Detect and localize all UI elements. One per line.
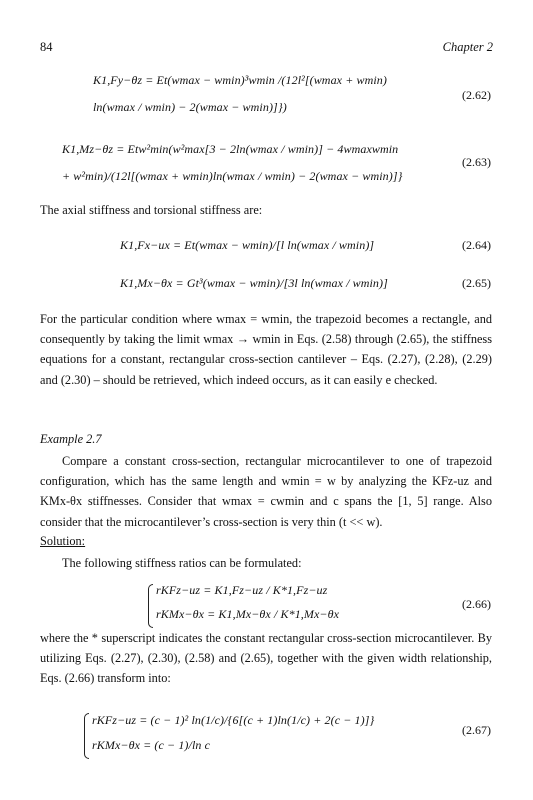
equation-2-67-line2: rKMx−θx = (c − 1)/ln c: [92, 738, 211, 752]
solution-title: Solution:: [40, 534, 86, 548]
solution-intro-text: The following stiffness ratios can be formulated:: [62, 556, 302, 570]
chapter-title: Chapter 2: [442, 40, 493, 54]
equation-number-2-64: (2.64): [462, 238, 491, 252]
example-title: Example 2.7: [40, 432, 102, 446]
equation-2-62-line1: K1,Fy−θz = Et(wmax − wmin)³wmin /(12l²[(wmax + wmin): [93, 73, 387, 87]
where-paragraph: where the * superscript indicates the constant rectangular cross-section microcantilever. By utilizing Eqs. (2.27), (2.30), (2.58) and (2.65), together with the given width relationship, Eqs. (2.66) transform into:: [40, 631, 492, 686]
equation-2-66-brace: [148, 584, 153, 628]
equation-2-66-line1: rKFz−uz = K1,Fz−uz / K*1,Fz−uz: [156, 583, 328, 597]
equation-2-64: K1,Fx−ux = Et(wmax − wmin)/[l ln(wmax / wmin)]: [120, 238, 375, 252]
equation-2-63-line2: + w²min)/(12l[(wmax + wmin)ln(wmax / wmin) − 2(wmax − wmin)]}: [62, 169, 403, 183]
axial-intro-text: The axial stiffness and torsional stiffness are:: [40, 203, 263, 217]
equation-number-2-66: (2.66): [462, 597, 491, 611]
equation-number-2-62: (2.62): [462, 88, 491, 102]
equation-2-67-brace: [84, 713, 89, 759]
equation-number-2-63: (2.63): [462, 155, 491, 169]
example-body-paragraph: Compare a constant cross-section, rectangular microcantilever to one of trapezoid configuration, which has the same length and wmin = w by analyzing the KFz-uz and KMx-θx stiffnesses. Consider that wmax = cwmin and c spans the [1, 5] range. Also consider that the microcantilever’s cross-section is very thin (t << w).: [40, 454, 492, 529]
equation-2-67-line1: rKFz−uz = (c − 1)² ln(1/c)/{6[(c + 1)ln(1/c) + 2(c − 1)]}: [92, 713, 375, 727]
equation-2-65: K1,Mx−θx = Gt³(wmax − wmin)/[3l ln(wmax / wmin)]: [120, 276, 388, 290]
particular-condition-paragraph: For the particular condition where wmax = wmin, the trapezoid becomes a rectangle, and consequently by taking the limit wmax → wmin in Eqs. (2.58) through (2.65), the stiffness equations for a constant, rectangular cross-section cantilever – Eqs. (2.27), (2.28), (2.29) and (2.30) – should be retrieved, which indeed occurs, as it can easily e checked.: [40, 312, 492, 387]
equation-number-2-65: (2.65): [462, 276, 491, 290]
equation-2-63-line1: K1,Mz−θz = Etw²min(w²max[3 − 2ln(wmax / wmin)] − 4wmaxwmin: [62, 142, 399, 156]
equation-2-62-line2: ln(wmax / wmin) − 2(wmax − wmin)]}): [93, 100, 287, 114]
equation-number-2-67: (2.67): [462, 723, 491, 737]
equation-2-66-line2: rKMx−θx = K1,Mx−θx / K*1,Mx−θx: [156, 607, 340, 621]
page-number: 84: [40, 40, 53, 54]
